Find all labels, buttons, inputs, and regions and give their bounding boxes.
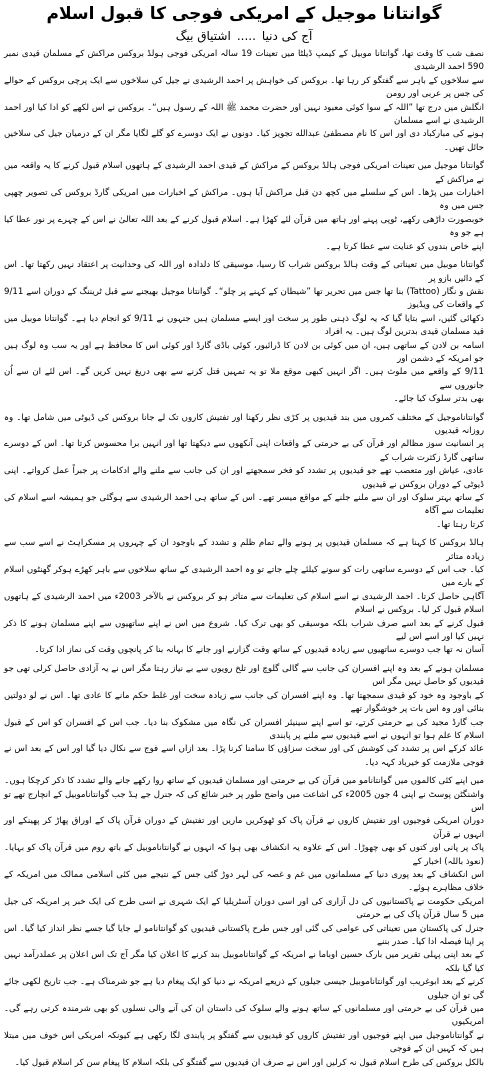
- paragraph-text: آگاہی حاصل کرتا۔ احمد الرشیدی نے اسے اسلام کی تعلیمات سے متاثر ہو کر بروکس نے بالآخر 2003ء میں احمد الرشیدی کے ہاتھوں اسلام قبول کر لیا۔ بروکس نے اسلام: [4, 591, 484, 616]
- article-paragraph: [4, 663, 484, 770]
- paragraph-text: گوانتاناموجیل کے مختلف کمروں میں بند قیدیوں پر کڑی نظر رکھنا اور تفتیش کاروں تک لے جانا بروکس کی ڈیوٹی میں شامل تھا۔ وہ روزانہ قیدیوں: [4, 412, 484, 436]
- paragraph-text: انگلش میں درج تھا ”اللہ کے سوا کوئی معبود نہیں اور حضرت محمد ﷺ اللہ کے رسول ہیں“۔ بروکس نے اس لکھے کو ادا کیا اور احمد الرشیدی نے اسے مسلمان: [4, 102, 484, 127]
- paragraph-text: اسامہ بن لادن کے ساتھی ہیں، ان میں کوئی بن لادن کا ڈرائیور، کوئی باڈی گارڈ اور کوئی اس کا محافظ ہے اور یہ سب وہ لوگ ہیں جو امریکہ کے دشمن اور: [4, 340, 484, 364]
- paragraph-text: 9/11 کے واقعے میں ملوث ہیں۔ اگر انہیں کبھی موقع ملا تو یہ تمہیں قتل کرنے سے بھی دریغ نہیں کریں گے۔ اس لئے ان سے اُن جانوروں سے: [4, 367, 484, 391]
- byline-separator: .....: [236, 29, 256, 43]
- paragraph-text: پاک پر پانی اور کتوں کو بھی چھوڑا۔ اس کے علاوہ یہ انکشاف بھی ہوا کہ انہوں نے گوانتاناموبیل کے باتھ روم میں قرآن پاک کو بہایا۔ (نعوذ باللہ) اخبار کے: [4, 843, 484, 867]
- paragraph-text: کے ساتھ بہتر سلوک اور ان سے ملنے جلنے کے مواقع میسر تھے۔ اس کے ساتھ ہی احمد الرشیدی سے ہوگئی جو ہمیشہ اسے اسلام کی تعلیمات سے آگاہ: [4, 493, 484, 517]
- paragraph-text: سے سلاخوں کے باہر سے گفتگو کر رہا تھا۔ بروکس کی خواہش پر احمد الرشیدی نے جیل کی سلاخوں سے ایک پرچی بروکس کے حوالے کی جس پر عربی اور رومن: [4, 75, 484, 100]
- paragraph-text: کے باوجود وہ خود کو قیدی سمجھتا تھا۔ وہ اپنے افسران کی جانب سے زیادہ سخت اور غلط حکم مانے کا عادی تھا۔ اس نے لو دولتیں بنائی اور وہ اس بات پر خوشگوار تھے: [4, 690, 484, 715]
- paragraph-text: ہالڈ بروکس کا کہنا ہے کہ مسلمان قیدیوں پر ہونے والے تمام ظلم و تشدد کے باوجود ان کے چہروں پر مسکراہٹ نے اسے سب سے زیادہ متاثر: [4, 538, 484, 562]
- paragraph-text: اخبارات میں پڑھا۔ اس کے سلسلے میں کچھ دن قبل مراکش آیا ہوں۔ مراکش کے اخبارات میں امریکی گارڈ بروکس کی تصویر چھپی جس میں وہ: [4, 188, 484, 212]
- paragraph-text: نصف شب کا وقت تھا، گوانتانا موبیل کے کیمپ ڈیلٹا میں تعینات 19 سالہ امریکی فوجی ہولڈ بروکس مراکش کے مسلمان قیدی نمبر 590 احمد الرشیدی: [4, 49, 484, 73]
- paragraph-text: عادی، عیاش اور متعصب تھے جو قیدیوں پر تشدد کو فخر سمجھتے اور ان کی جانب سے ملنے والے ادکامات پر جبراً عمل کرواتے۔ اپنی ڈیوٹی کے دوران بروکس نے قیدیوں: [4, 466, 484, 490]
- article-title: گوانتانا موجیل کے امریکی فوجی کا قبول اسلام: [46, 4, 442, 24]
- paragraph-text: جب گارڈ مجید کی بے حرمتی کرتے، تو اسے اپنے سینیئر افسران کی نگاہ میں مشکوک بنا دیا۔ جب اس کے افسران کو اس کے قبول اسلام کا علم ہوا تو انہوں نے اسے قیدیوں سے ملنے پر پابندی: [4, 717, 484, 741]
- paragraph-text: جنرل کی پاکستان میں تعیناتی کی عوامی کی گئی اور جس طرح پاکستانی قیدیوں کو گوانتانامو لے جایا گیا جسے نظر انداز کیا گیا۔ اس پر اپنا فیصلہ ادا کیا۔ صدر بننے: [4, 923, 484, 947]
- paragraph-text: گوانتانا موجیل میں تعینات امریکی فوجی ہالڈ بروکس کے مراکش کے قیدی احمد الرشیدی کے ہاتھوں اسلام قبول کرنے کا یہ واقعہ میں نے مراکش کے: [4, 161, 484, 185]
- paragraph-text: عائد کرکے اس پر تشدد کی کوشش کی اور سخت سزاؤں کا سامنا کرنا پڑا۔ بعد ازاں اسے فوج سے نکال دیا گیا اور اس کے بعد اس نے فوجی ملازمت کو خیرباد کہہ دیا۔: [4, 744, 484, 768]
- paragraph-text: امریکی حکومت نے پاکستانیوں کی دل آزاری کی اور اسی دوران آسٹریلیا کے ایک شہری نے اسی طرح کی ایک خبر پر امریکہ کی جیل میں 5 سال قرآن پاک کی بے حرمتی: [4, 896, 484, 921]
- byline-author: اشتیاق بیگ: [175, 29, 231, 43]
- article-body: [4, 48, 484, 1070]
- article-paragraph: [4, 259, 484, 406]
- byline: [4, 28, 484, 45]
- article-paragraph: [4, 160, 484, 254]
- paragraph-text: گوانتانا موبیل میں تعیناتی کے وقت ہالڈ بروکس شراب کا رسیا، موسیقی کا دلدادہ اور اللہ کی وحدانیت پر اعتقاد نہیں رکھتا تھا۔ اس کے دائیں بازو پر: [4, 260, 484, 284]
- paragraph-text: کے بعد اپنی پہلی تقریر میں بارک حسین اوباما نے امریکہ کے گوانتاناموبیل بند کرنے کا اعلان کیا مگر آج تک اس اعلان پر عملدرآمد نہیں کیا گیا بلکہ: [4, 950, 484, 974]
- article-paragraph: [4, 412, 484, 533]
- paragraph-text: کرتا رہتا تھا۔: [436, 519, 484, 530]
- paragraph-text: پر انسانیت سوز مظالم اور قرآن کی بے حرمتی کے واقعات اپنی آنکھوں سے دیکھتا تھا اور انہیں برا محسوس کرتا تھا۔ اس کے دوسرے ساتھی گارڈ زکثرت شراب کے: [4, 439, 484, 463]
- paragraph-text: میں اپنے کئی کالموں میں گوانتانامو میں قرآن کی بے حرمتی اور مسلمان قیدیوں کے ساتھ روا رکھے جانے والے تشدد کا ذکر کرچکا ہوں۔: [4, 776, 484, 787]
- paragraph-text: کرنے کے بعد ابوغریب اور گوانتاناموبیل جیسی جیلوں کے ذریعے امریکہ نے دنیا کو ایک پیغام دیا ہے جو شرمناک ہے۔ جب تاریخ لکھی جائے گی تو ان جیلوں: [4, 977, 484, 1001]
- article-paragraph: [4, 775, 484, 1070]
- paragraph-text: خوبصورت داڑھی رکھے، ٹوپی پہنے اور ہاتھ میں قرآن لئے کھڑا ہے۔ اسلام قبول کرنے کے بعد اللہ تعالیٰ نے اس کے چہرے پر نور عطا کیا ہے جو وہ: [4, 214, 484, 239]
- paragraph-text: دکھائی گئیں، اسے بتایا گیا کہ یہ لوگ ذہنی طور پر سخت اور ایسے مسلمان ہیں جنہوں نے 9/11 کو انجام دیا ہے۔ گوانتانا موبیل میں قید مسلمان قیدی بدترین لوگ ہیں۔ یہ افراد: [4, 313, 485, 338]
- paragraph-text: بالکل بروکس کی طرح اسلام قبول نہ کرلیں اور اس نے صرف ان قیدیوں سے گفتگو کی بلکہ اسلام کا پیغام سن کر اسلام قبول کیا۔: [14, 1057, 484, 1068]
- paragraph-text: آسان نہ تھا جب دوسرے ساتھیوں سے زیادہ قیدیوں کے ساتھ وقت گزارنے اور جانے کا بہانہ بنا کر پانچوں وقت کی نماز ادا کرتا۔: [34, 645, 484, 656]
- byline-source: آج کی دنیا: [261, 29, 313, 43]
- paragraph-text: اپنے خاص بندوں کو عنایت سے عطا کرتا ہے۔: [325, 241, 484, 252]
- paragraph-text: دوران امریکی فوجیوں اور تفتیش کاروں نے قرآن پاک کو ٹھوکریں ماریں اور تفتیش کے دوران قرآن پاک کے اوراق پھاڑ کر پھینکے اور انہوں نے قرآن: [4, 816, 484, 840]
- article-paragraph: [4, 48, 484, 155]
- paragraph-text: میں قرآن کی بے حرمتی اور مسلمانوں کے ساتھ ہونے والے سلوک کی داستان ان کی آنے والی نسلوں کو بھی شرمندہ کرتی رہے گی۔ امریکیوں: [4, 1004, 484, 1028]
- paragraph-text: قبول کرنے کے بعد اسے صرف شراب بلکہ موسیقی کو بھی ترک کیا۔ شروع میں اس نے اپنے ساتھیوں سے اپنے مسلمان ہونے کا ذکر نہیں کیا اور اسے اس لیے: [4, 618, 484, 643]
- paragraph-text: ہونے کی مبارکباد دی اور اس کا نام مصطفیٰ عبدالله تجویز کیا۔ دونوں نے ایک دوسرے کو گلے لگایا مگر ان کے درمیان جیل کی سلاخیں حائل تھیں۔: [4, 129, 484, 153]
- paragraph-text: واشنگٹن پوسٹ نے اپنی 4 جون 2005ء کی اشاعت میں واضح طور پر خبر شائع کی کہ جنرل جے ہڈ جب گوانتاناموبیل کے انچارج تھے تو اس: [4, 789, 485, 813]
- paragraph-text: نقش و نگار (Tattoo) بنا تھا جس میں تحریر تھا ”شیطان کے کہنے پر چلو“۔ گوانتانا موجیل بھیجنے سے قبل ٹریننگ کے دوران اسے 9/11 کے واقعات کی ویڈیوز: [4, 286, 484, 311]
- paragraph-text: بھی بدتر سلوک کیا جائے۔: [393, 394, 484, 405]
- paragraph-text: اس انکشاف کے بعد پوری دنیا کے مسلمانوں میں غم و غصہ کی لہر دوڑ گئی جس کے نتیجے میں کئی اسلامی ممالک میں امریکہ کے خلاف مظاہرے ہوئے۔: [4, 869, 484, 894]
- paragraph-text: مسلمان ہونے کے بعد وہ اپنے افسران کی جانب سے گالی گلوچ اور تلخ رویوں سے بے نیاز رہتا مگر اس نے یہ آزادی حاصل کرلی تھی جو قیدیوں کو حاصل نہیں مگر اس: [4, 663, 484, 688]
- paragraph-text: نے گوانتاناموجیل میں اپنے فوجیوں اور تفتیش کاروں کو قیدیوں سے گفتگو پر پابندی لگا رکھی ہے کیونکہ امریکی اس خوف میں مبتلا ہیں کہ کہیں ان کے فوجی: [4, 1030, 484, 1055]
- article-paragraph: [4, 537, 484, 658]
- paragraph-text: کیا۔ جب اس کے دوسرے ساتھی رات کو سونے کیلئے چلے جاتے تو وہ احمد الرشیدی کے ساتھ سلاخوں سے باہر کھڑے ہوکر گھنٹوں اسلام کے بارے میں: [4, 565, 484, 589]
